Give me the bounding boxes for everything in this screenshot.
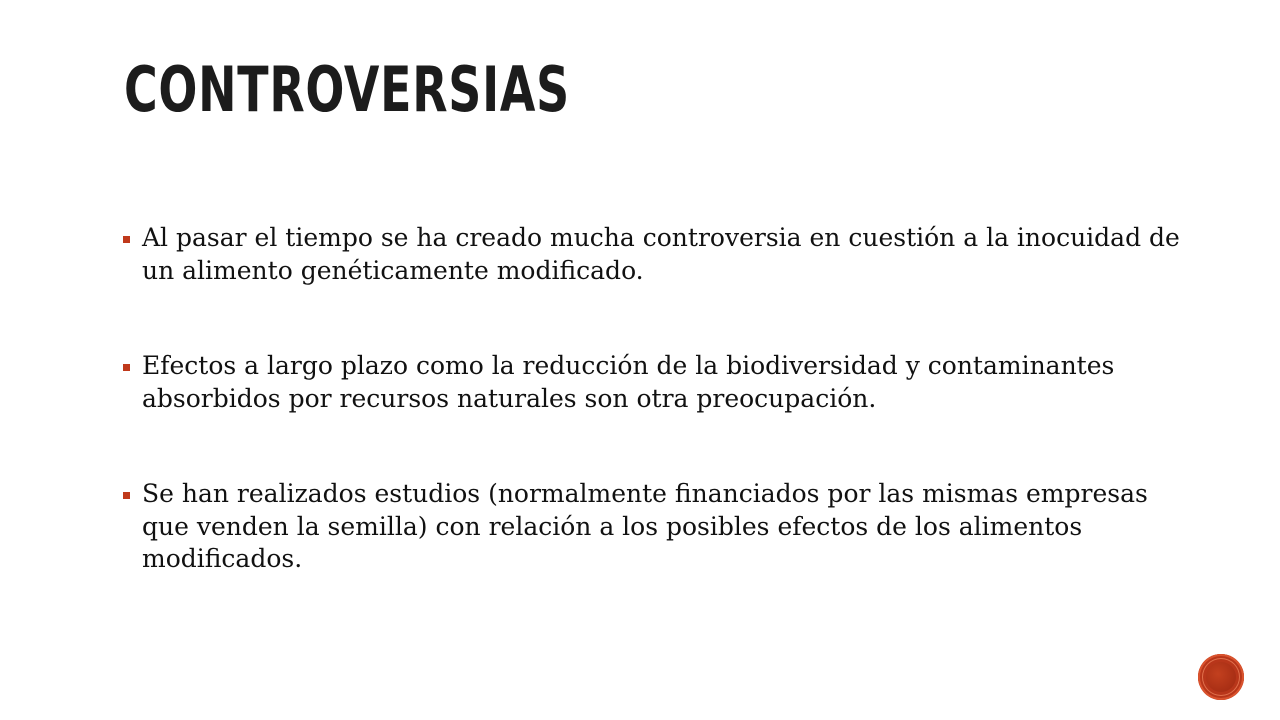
bullet-text: Efectos a largo plazo como la reducción de la biodiversidad y contaminantes absorbidos por recursos naturales son otra preocupación.	[142, 351, 1115, 413]
square-bullet-icon	[123, 236, 130, 243]
slide-number-badge	[1198, 654, 1244, 700]
bullet-item	[121, 350, 1181, 415]
square-bullet-icon	[123, 364, 130, 371]
bullet-item	[121, 478, 1181, 576]
bullet-text: Se han realizados estudios (normalmente financiados por las mismas empresas que venden la semilla) con relación a los posibles efectos de los alimentos modificados.	[142, 479, 1148, 573]
bullet-item	[121, 222, 1181, 287]
bullet-text: Al pasar el tiempo se ha creado mucha controversia en cuestión a la inocuidad de un alimento genéticamente modificado.	[142, 223, 1180, 285]
circle-icon	[1206, 662, 1236, 692]
square-bullet-icon	[123, 492, 130, 499]
bullet-list	[121, 222, 1181, 576]
slide-title: CONTROVERSIAS	[124, 53, 570, 126]
